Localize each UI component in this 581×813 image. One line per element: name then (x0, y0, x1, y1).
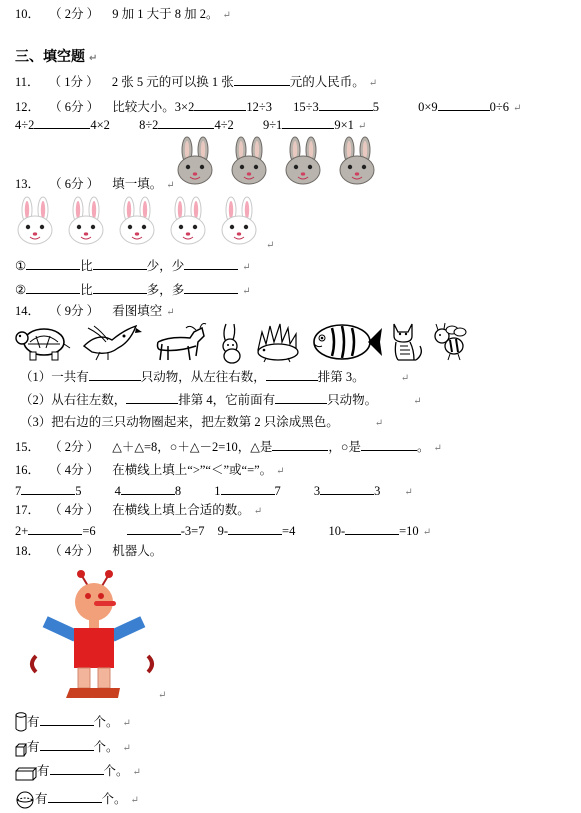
question-15: 15． （ 2分 ） △＋△=8，○＋△－2=10，△是 ，○是 。 ↵ (15, 440, 442, 454)
question-12-row2: 4÷2 4×2 8÷2 4÷2 9÷1 9×1 ↵ (15, 118, 367, 132)
bird-icon (84, 326, 142, 360)
answer-blank[interactable] (127, 522, 181, 535)
question-18: 18． （ 4分 ） 机器人。 (15, 544, 163, 558)
cuboid-count: 有 个。 ↵ (15, 762, 141, 781)
cylinder-count: 有 个。 ↵ (15, 712, 131, 732)
answer-blank[interactable] (228, 522, 282, 535)
question-11: 11． （ 1分 ） 2 张 5 元的可以换 1 张 元的人民币。 ↵ (15, 75, 378, 89)
question-13: 13． （ 6分 ） 填一填。 ↵ (15, 177, 175, 191)
animal-strip (14, 318, 474, 364)
answer-blank[interactable] (34, 116, 90, 129)
question-13-line1: ① 比 少，少 ↵ (15, 259, 251, 273)
answer-blank[interactable] (345, 522, 399, 535)
answer-blank[interactable] (221, 482, 275, 495)
answer-blank[interactable] (48, 790, 102, 803)
sphere-icon (15, 791, 35, 809)
answer-blank[interactable] (126, 391, 178, 404)
cube-icon (15, 743, 27, 757)
answer-blank[interactable] (50, 762, 104, 775)
cylinder-icon (15, 712, 27, 732)
question-16: 16． （ 4分 ） 在横线上填上“>”“＜”或“=”。 ↵ (15, 463, 285, 477)
question-17: 17． （ 4分 ） 在横线上填上合适的数。 ↵ (15, 503, 263, 517)
gray-rabbit-icon (172, 136, 218, 190)
answer-blank[interactable] (234, 73, 290, 86)
rabbit-icon (223, 324, 240, 363)
answer-blank[interactable] (194, 98, 246, 111)
white-rabbit-icon (165, 196, 211, 250)
answer-blank[interactable] (40, 713, 94, 726)
answer-blank[interactable] (275, 391, 327, 404)
sphere-count: 有 个。 ↵ (15, 790, 139, 809)
answer-blank[interactable] (158, 116, 214, 129)
answer-blank[interactable] (319, 98, 373, 111)
answer-blank[interactable] (438, 98, 490, 111)
answer-blank[interactable] (89, 368, 141, 381)
cat-icon (394, 324, 421, 360)
cuboid-icon (15, 767, 37, 781)
question-14: 14． （ 9分 ） 看图填空 ↵ (15, 304, 175, 318)
hedgehog-icon (258, 324, 298, 362)
answer-blank[interactable] (21, 482, 75, 495)
question-12: 12． （ 6分 ） 比较大小。3×2 12÷3 15÷3 5 0×9 0÷6 ↵ (15, 100, 522, 114)
answer-blank[interactable] (28, 522, 82, 535)
fish-icon (314, 325, 382, 359)
answer-blank[interactable] (266, 368, 318, 381)
white-rabbit-icon (12, 196, 58, 250)
cube-count: 有 个。 ↵ (15, 738, 131, 757)
goat-icon (158, 324, 207, 361)
answer-blank[interactable] (361, 438, 417, 451)
white-rabbit-icon (216, 196, 262, 250)
answer-blank[interactable] (93, 257, 147, 270)
answer-blank[interactable] (26, 281, 80, 294)
answer-blank[interactable] (26, 257, 80, 270)
gray-rabbit-icon (334, 136, 380, 190)
section-title: 三、填空题 ↵ (15, 48, 98, 64)
answer-blank[interactable] (272, 438, 328, 451)
answer-blank[interactable] (40, 738, 94, 751)
question-16-items: 7 5 4 8 1 7 3 3 ↵ (15, 484, 413, 498)
answer-blank[interactable] (121, 482, 175, 495)
question-13-line2: ② 比 多，多 ↵ (15, 283, 251, 297)
white-rabbit-icon (114, 196, 160, 250)
answer-blank[interactable] (320, 482, 374, 495)
gray-rabbit-icon (226, 136, 272, 190)
question-17-items: 2+ =6 -3=7 9- =4 10- =10 ↵ (15, 524, 432, 538)
gray-rabbit-row (172, 136, 382, 190)
question-14-part1: （1）一共有 只动物，从左往右数， 排第 3。 ↵ (20, 370, 410, 384)
answer-blank[interactable] (93, 281, 147, 294)
answer-blank[interactable] (184, 281, 238, 294)
turtle-icon (16, 329, 70, 360)
white-rabbit-icon (63, 196, 109, 250)
answer-blank[interactable] (184, 257, 238, 270)
answer-blank[interactable] (282, 116, 334, 129)
white-rabbit-row (12, 196, 272, 248)
question-10: 10． （ 2分 ） 9 加 1 大于 8 加 2。 ↵ (15, 7, 231, 21)
line-marker: ↵ (158, 690, 167, 701)
gray-rabbit-icon (280, 136, 326, 190)
question-14-part3: （3）把右边的三只动物圈起来，把左数第 2 只涂成黑色。 ↵ (20, 415, 384, 429)
robot-illustration (26, 568, 156, 702)
bee-icon (435, 323, 466, 360)
question-14-part2: （2）从右往左数， 排第 4，它前面有 只动物。 ↵ (20, 393, 422, 407)
line-marker: ↵ (266, 240, 275, 251)
